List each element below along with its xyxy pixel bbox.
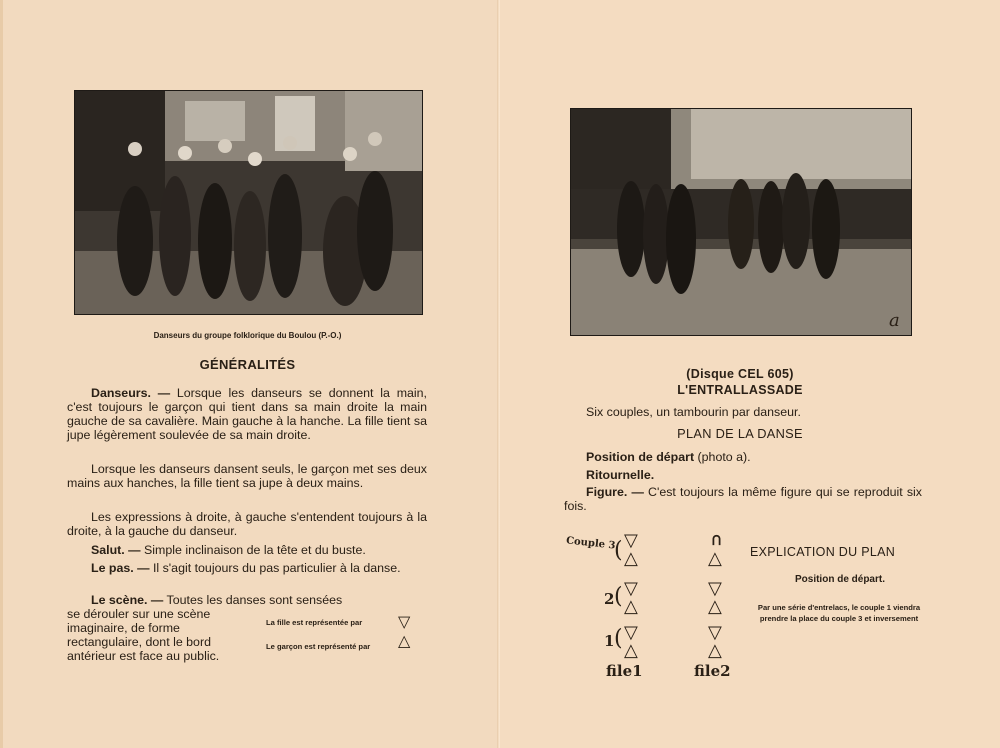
photo-letter-a: a <box>889 310 900 331</box>
position-depart-heading: Position de départ. <box>794 574 885 585</box>
figure-text: C'est toujours la même figure qui se reproduit six fois. <box>564 485 922 513</box>
photo-caption: Danseurs du groupe folklorique du Boulou (P.-O.) <box>153 331 342 340</box>
couple-1-boy-icon: △ <box>624 640 638 661</box>
ritournelle-line <box>586 468 926 482</box>
file2-mid-girl-icon: ▽ <box>708 578 722 599</box>
file2-top-boy-icon: △ <box>708 548 722 569</box>
paragraph-scene-continued: se dérouler sur une scène imaginaire, de forme rectangulaire, dont le bord antérieur est face au public. <box>67 607 220 663</box>
boy-symbol-icon: △ <box>398 631 411 650</box>
page-edge <box>0 0 3 748</box>
disc-reference: (Disque CEL 605) <box>686 367 794 381</box>
dance-title: L'ENTRALLASSADE <box>677 383 803 397</box>
lead-pas: Le pas. — <box>91 561 150 575</box>
left-page <box>0 0 499 748</box>
lead-danseurs: Danseurs. — <box>91 386 171 400</box>
girl-symbol-icon: ▽ <box>398 612 411 631</box>
couple-3-boy-icon: △ <box>624 548 638 569</box>
couple-3-bracket: ( <box>614 538 623 563</box>
legend-girl: La fille est représentée par <box>266 618 363 627</box>
couple-1-bracket: ( <box>614 626 623 651</box>
paragraph-salut <box>67 543 427 557</box>
paragraph-danseurs <box>67 386 427 442</box>
legend-boy: Le garçon est représenté par <box>266 642 371 651</box>
explication-text: Par une série d'entrelacs, le couple 1 viendra prendre la place du couple 3 et inversement <box>757 603 921 623</box>
couple-2-girl-icon: ▽ <box>624 578 638 599</box>
plan-heading: PLAN DE LA DANSE <box>677 426 803 441</box>
start-label: Position de départ <box>586 450 695 464</box>
figure-paragraph <box>564 485 922 513</box>
text-pas: Il s'agit toujours du pas particulier à la danse. <box>149 561 401 575</box>
text-danseurs: Lorsque les danseurs se donnent la main, c'est toujours le garçon qui tient dans sa main droite la main gauche de sa cavalière. Main gauche à la hanche. La fille tient sa jupe légèrement soulevée de sa main droite. <box>67 386 427 442</box>
file-1-label: file1 <box>606 662 643 680</box>
lead-scene: Le scène. — <box>91 593 164 607</box>
paragraph-pas <box>67 561 427 575</box>
figure-lead: Figure. — <box>586 485 644 499</box>
couple-3-girl-icon: ▽ <box>624 530 638 551</box>
couple-1-label: 1 <box>604 632 615 650</box>
lead-salut: Salut. — <box>91 543 141 557</box>
file-2-label: file2 <box>694 662 731 680</box>
dance-photo-a <box>570 108 912 336</box>
text-expressions: Les expressions à droite, à gauche s'entendent toujours à la droite, à la gauche du danseur. <box>67 510 427 538</box>
text-scene: Toutes les danses sont sensées <box>163 593 343 607</box>
section-heading: GÉNÉRALITÉS <box>199 357 296 372</box>
ritournelle-label: Ritournelle. <box>586 468 655 482</box>
couple-2-label: 2 <box>604 590 615 608</box>
file2-mid-boy-icon: △ <box>708 596 722 617</box>
explication-heading: EXPLICATION DU PLAN <box>750 545 896 559</box>
start-position-line <box>586 450 926 464</box>
file2-top-swap-icon: ⊂ <box>707 533 727 547</box>
text-seuls: Lorsque les danseurs dansent seuls, le garçon met ses deux mains aux hanches, la fille tient sa jupe à deux mains. <box>67 462 427 490</box>
couple-2-boy-icon: △ <box>624 596 638 617</box>
couple-3-label: Couple 3 <box>565 535 616 552</box>
paragraph-seuls <box>67 462 427 490</box>
file2-low-boy-icon: △ <box>708 640 722 661</box>
intro-line: Six couples, un tambourin par danseur. <box>586 405 801 419</box>
paragraph-expressions <box>67 510 427 538</box>
text-salut: Simple inclinaison de la tête et du buste. <box>140 543 366 557</box>
couple-1-girl-icon: ▽ <box>624 622 638 643</box>
paragraph-scene <box>67 593 427 607</box>
dancers-photo <box>74 90 423 315</box>
right-page <box>500 0 1000 748</box>
couple-2-bracket: ( <box>614 584 623 609</box>
file2-low-girl-icon: ▽ <box>708 622 722 643</box>
start-text: (photo a). <box>694 450 751 464</box>
